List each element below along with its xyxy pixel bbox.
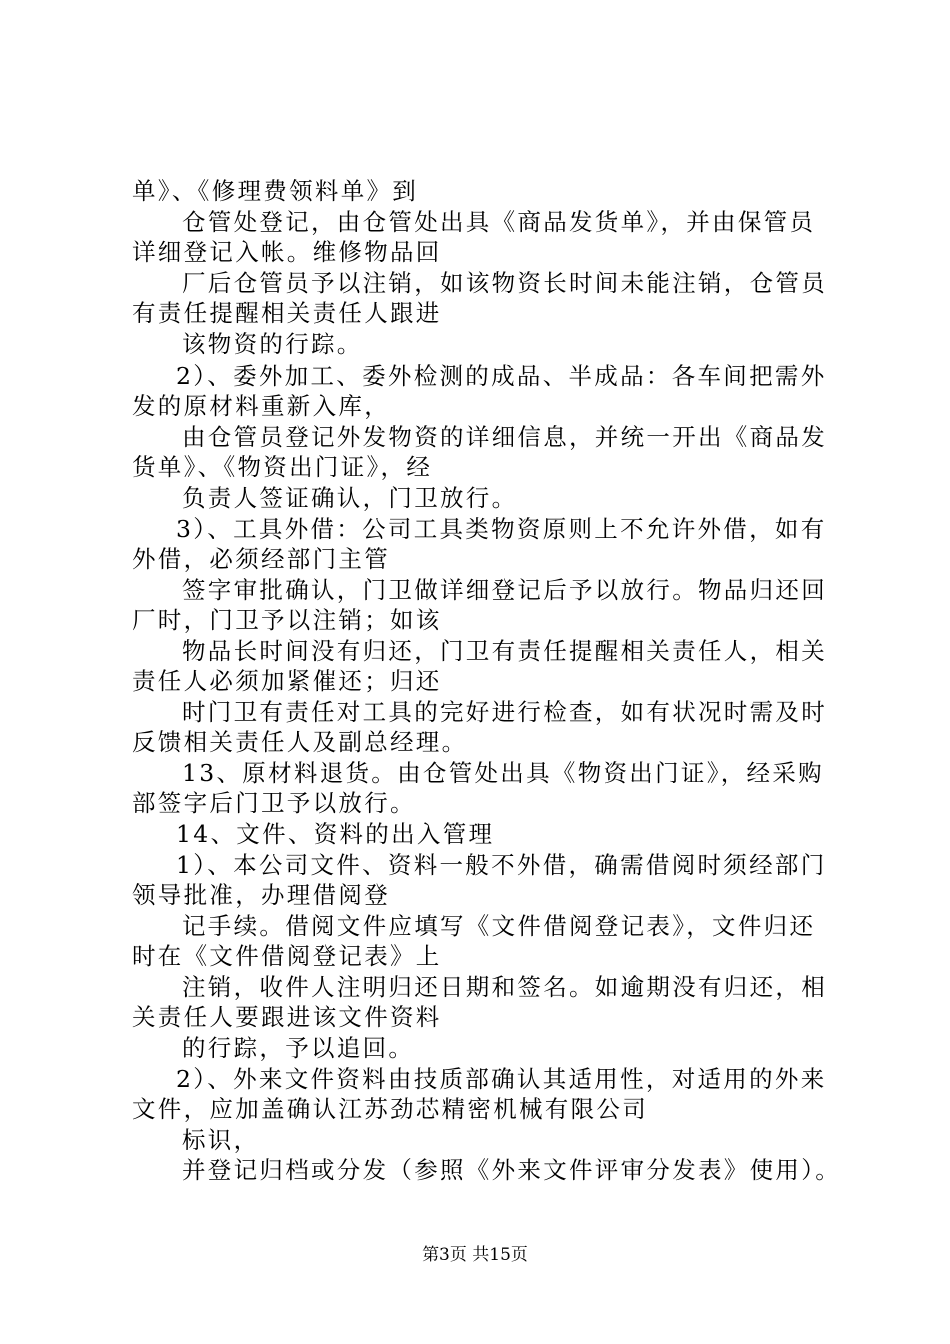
text-line: 发的原材料重新入库， [132,392,390,420]
text-line: 文件，应加盖确认江苏劲芯精密机械有限公司 [132,1095,648,1123]
text-line: 由仓管员登记外发物资的详细信息，并统一开出《商品发 [182,423,827,451]
text-line: 领导批准，办理借阅登 [132,881,390,909]
text-line: 单》、《修理费领料单》到 [132,177,419,205]
text-line: 1）、本公司文件、资料一般不外借，确需借阅时须经部门 [176,851,827,879]
text-line: 并登记归档或分发（参照《外来文件评审分发表》使用）。 [182,1156,842,1184]
text-line: 反馈相关责任人及副总经理。 [132,728,468,756]
text-line: 该物资的行踪。 [182,330,363,358]
text-line: 厂时，门卫予以注销；如该 [132,606,442,634]
text-line: 2）、委外加工、委外检测的成品、半成品：各车间把需外 [176,362,827,390]
text-line: 14、文件、资料的出入管理 [176,820,495,848]
text-line: 责任人必须加紧催还；归还 [132,667,442,695]
text-line: 厂后仓管员予以注销，如该物资长时间未能注销，仓管员 [182,269,827,297]
text-line: 时在《文件借阅登记表》上 [132,942,442,970]
text-line: 负责人签证确认，门卫放行。 [182,484,518,512]
text-line: 签字审批确认，门卫做详细登记后予以放行。物品归还回 [182,576,827,604]
page-number: 第3页 共15页 [422,1245,528,1265]
text-line: 记手续。借阅文件应填写《文件借阅登记表》，文件归还 [182,912,816,940]
text-line: 物品长时间没有归还，门卫有责任提醒相关责任人，相关 [182,637,827,665]
text-line: 注销，收件人注明归还日期和签名。如逾期没有归还，相 [182,973,827,1001]
text-line: 外借，必须经部门主管 [132,545,390,573]
text-line: 关责任人要跟进该文件资料 [132,1003,442,1031]
text-line: 详细登记入帐。维修物品回 [132,238,442,266]
text-line: 时门卫有责任对工具的完好进行检查，如有状况时需及时 [182,698,827,726]
text-line: 的行踪，予以追回。 [182,1034,415,1062]
text-line: 货单》、《物资出门证》，经 [132,453,433,481]
text-line: 标识， [182,1126,260,1154]
text-line: 3）、工具外借：公司工具类物资原则上不允许外借，如有 [176,515,827,543]
text-line: 2）、外来文件资料由技质部确认其适用性，对适用的外来 [176,1065,827,1093]
text-line: 13、原材料退货。由仓管处出具《物资出门证》，经采购 [182,759,824,787]
text-line: 有责任提醒相关责任人跟进 [132,299,442,327]
text-line: 仓管处登记，由仓管处出具《商品发货单》，并由保管员 [182,208,816,236]
text-line: 部签字后门卫予以放行。 [132,789,416,817]
